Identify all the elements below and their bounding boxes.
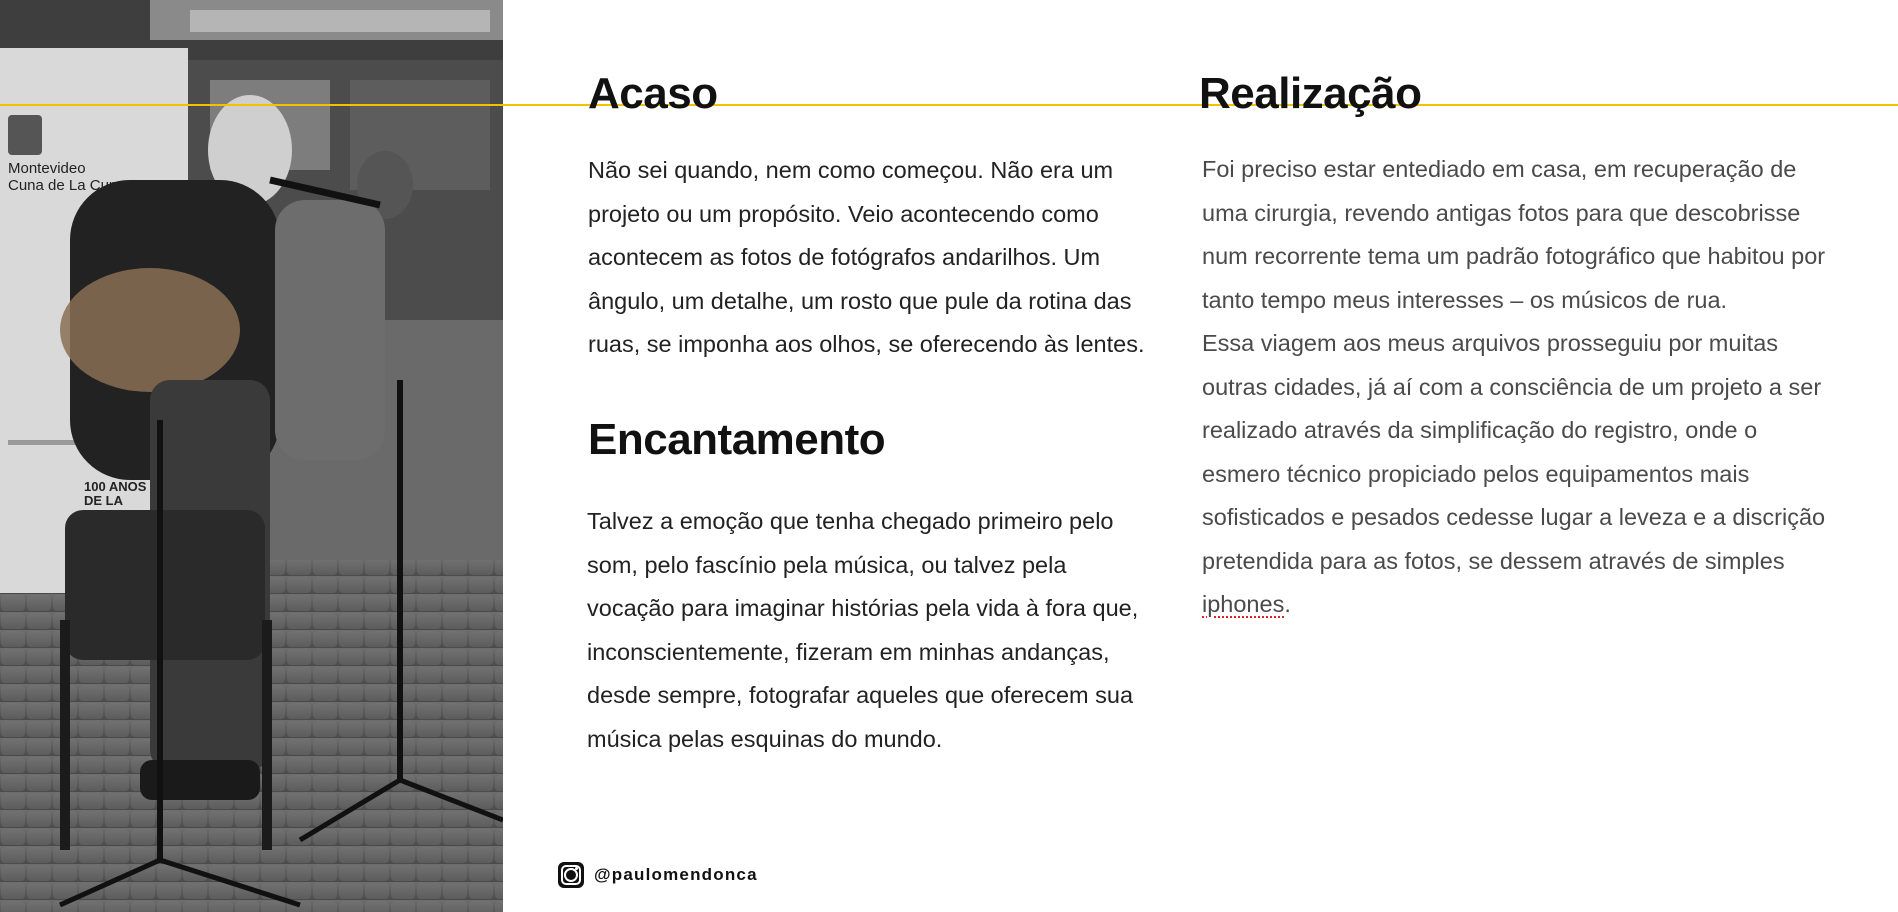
banner-city-line2: Cuna de La Cump [8,177,130,194]
instagram-handle[interactable]: @paulomendonca [594,865,758,884]
banner-city-line1: Montevideo [8,160,86,177]
heading-realizacao: Realização [1199,69,1422,118]
banner-anniversary-line1: 100 ANOS [84,479,147,494]
street-musician-photo [0,0,503,912]
banner-anniversary-line2: DE LA [84,493,123,508]
heading-acaso: Acaso [588,69,718,118]
banner-anniversary [84,480,146,508]
banner-text [8,160,130,194]
paragraph-realizacao [1202,148,1862,627]
instagram-icon [558,862,584,888]
paragraph-realizacao-end: . [1284,591,1291,617]
paragraph-acaso: Não sei quando, nem como começou. Não era um projeto ou um propósito. Veio acontecendo como acontecem as fotos de fotógrafos andarilhos. Um ângulo, um detalhe, um rosto que pule da rotina das ruas, se imponha aos olhos, se oferecendo às lentes. [588,157,1145,357]
instagram-footer[interactable] [558,862,758,888]
misspelled-word[interactable]: iphones [1202,591,1285,617]
heading-encantamento: Encantamento [588,415,886,464]
paragraph-realizacao-body: Foi preciso estar entediado em casa, em recuperação de uma cirurgia, revendo antigas fotos para que descobrisse num recorrente tema um padrão fotográfico que habitou por tanto tempo meus interesses – os músicos de rua. Essa viagem aos meus arquivos prosseguiu por muitas outras cidades, já aí com a consciência de um projeto a ser realizado através da simplificação do registro, onde o esmero técnico propiciado pelos equipamentos mais sofisticados e pesados cedesse lugar a leveza e a discrição pretendida para as fotos, se dessem através de simples [1202,156,1826,574]
paragraph-encantamento: Talvez a emoção que tenha chegado primeiro pelo som, pelo fascínio pela música, ou talvez pela vocação para imaginar histórias pela vida à fora que, inconscientemente, fizeram em minhas andanças, desde sempre, fotografar aqueles que oferecem sua música pelas esquinas do mundo. [587,508,1139,752]
guide-line [0,104,1898,106]
